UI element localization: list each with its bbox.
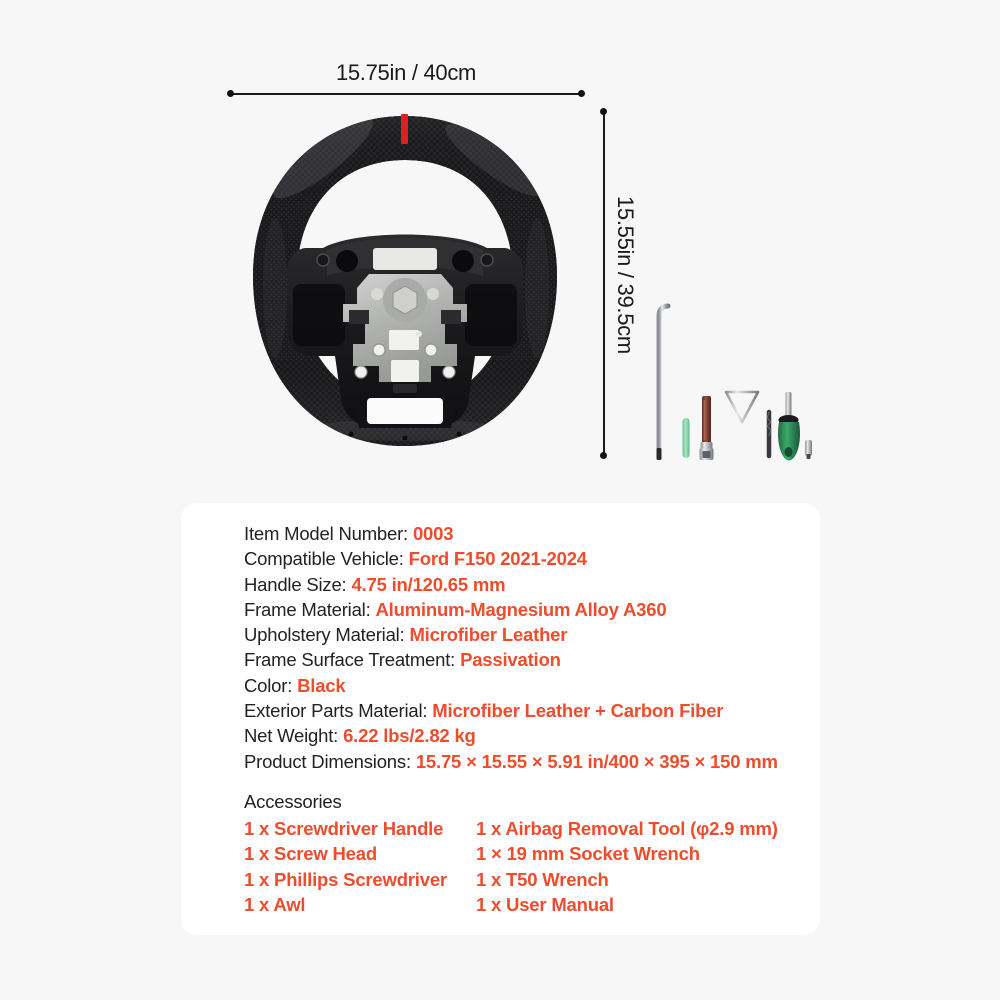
steering-wheel-image <box>205 98 605 470</box>
spec-value: 15.75 × 15.55 × 5.91 in/400 × 395 × 150 mm <box>415 750 778 772</box>
l-hex-wrench-glyph <box>657 306 697 460</box>
spec-row <box>244 749 778 774</box>
specification-list <box>244 521 778 774</box>
spec-label: Net Weight: <box>244 725 339 747</box>
spec-label: Item Model Number: <box>244 523 408 544</box>
spec-row <box>244 597 778 622</box>
spec-label: Handle Size: <box>244 573 347 595</box>
spec-value: Microfiber Leather + Carbon Fiber <box>432 700 724 722</box>
spec-row <box>244 521 778 546</box>
spec-label: Frame Material: <box>244 598 371 620</box>
center-stripe <box>401 114 408 144</box>
spec-label: Exterior Parts Material: <box>244 700 428 722</box>
green-screwdriver-glyph <box>778 392 800 461</box>
height-dimension-label: 15.55in / 39.5cm <box>613 196 638 354</box>
screwdriver-bit-glyph <box>767 412 771 456</box>
spec-label: Product Dimensions: <box>244 750 411 772</box>
accessory-item: 1 x Awl <box>244 893 306 915</box>
width-dimension-line <box>230 93 582 95</box>
accessories-title: Accessories <box>244 791 342 812</box>
spec-value: Ford F150 2021-2024 <box>408 548 587 570</box>
spec-row <box>244 546 778 571</box>
accessory-item: 1 x Phillips Screwdriver <box>244 868 447 890</box>
spec-row <box>244 673 778 698</box>
width-dimension-right-endpoint <box>578 90 585 97</box>
spec-value: 0003 <box>412 523 454 544</box>
accessory-item: 1 × 19 mm Socket Wrench <box>476 843 700 865</box>
spec-label: Color: <box>244 674 293 696</box>
spec-row <box>244 698 778 723</box>
airbag-removal-tool-glyph <box>726 392 758 458</box>
spec-value: Aluminum-Magnesium Alloy A360 <box>375 598 667 620</box>
socket-wrench-glyph <box>700 396 714 460</box>
spec-row <box>244 622 778 647</box>
spec-label: Compatible Vehicle: <box>244 548 404 570</box>
spec-row <box>244 647 778 672</box>
width-dimension-label: 15.75in / 40cm <box>335 60 477 85</box>
accessories-left-column <box>244 816 447 917</box>
spec-value: Microfiber Leather <box>409 624 568 646</box>
specification-card <box>181 503 820 935</box>
spec-value: 6.22 lbs/2.82 kg <box>343 725 476 747</box>
width-dimension-left-endpoint <box>227 90 234 97</box>
spec-row <box>244 723 778 748</box>
accessories-right-column <box>476 816 778 917</box>
spec-label: Upholstery Material: <box>244 624 405 646</box>
spec-label: Frame Surface Treatment: <box>244 649 456 671</box>
spec-value: 4.75 in/120.65 mm <box>351 573 506 595</box>
screw-head-glyph <box>805 440 812 459</box>
green-awl-glyph <box>683 384 690 458</box>
accessory-item: 1 x T50 Wrench <box>476 868 609 890</box>
spec-value: Black <box>297 674 346 696</box>
accessory-item: 1 x User Manual <box>476 893 614 915</box>
accessory-item: 1 x Screw Head <box>244 843 377 865</box>
accessory-item: 1 x Airbag Removal Tool (φ2.9 mm) <box>476 818 778 839</box>
spec-row <box>244 572 778 597</box>
accessory-item: 1 x Screwdriver Handle <box>244 818 444 839</box>
accessory-tools-image <box>650 288 815 473</box>
spec-value: Passivation <box>460 649 561 671</box>
